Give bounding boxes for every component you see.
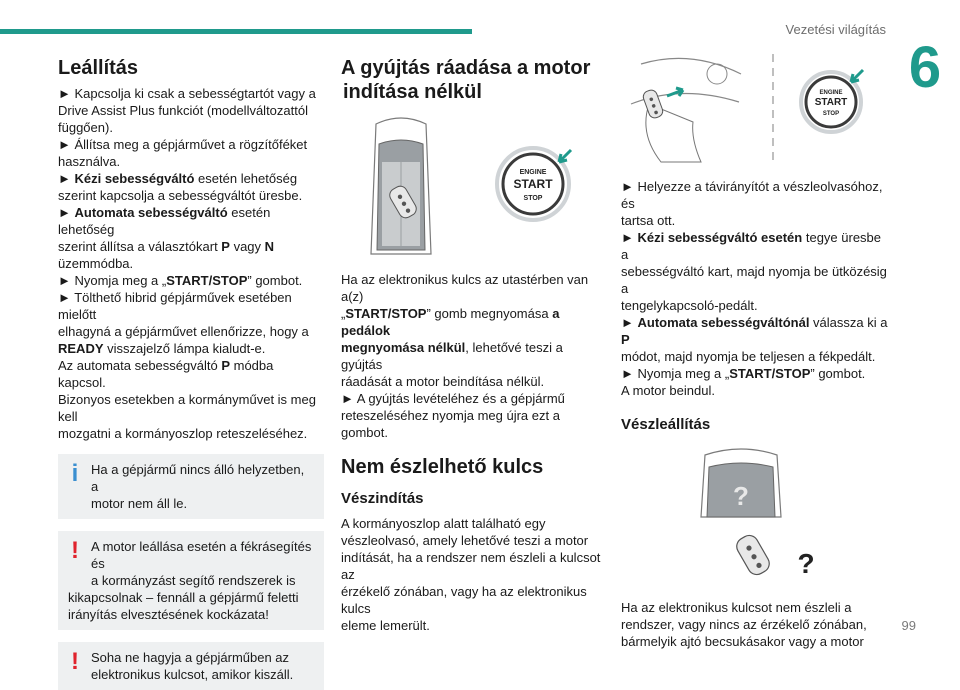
text-line: READY visszajelző lámpa kialudt-e. [58,341,266,356]
text-line: mozgatni a kormányoszlop reteszeléséhez. [58,426,308,441]
text-line: ► Állítsa meg a gépjárművet a rögzítőféket [58,137,308,152]
text-line: megnyomása nélkül, lehetővé teszi a gyújtás [341,340,563,372]
text-line: bármelyik ajtó becsukásakor vagy a motor [621,634,864,649]
svg-text:ENGINE: ENGINE [819,90,843,96]
text-line: ► Nyomja meg a „START/STOP” gombot. [621,366,866,381]
undetected-key-illustration [621,445,891,587]
text-line: használva. [58,154,121,169]
text-line: ► Helyezze a távirányítót a vészleolvasóhoz, és [621,179,883,211]
text-line: ► Tölthető hibrid gépjárművek esetében mielőtt [58,290,292,322]
text-line: ► Nyomja meg a „START/STOP” gombot. [58,273,303,288]
text-line: ► A gyújtás levételéhez és a gépjármű [341,391,565,406]
info-notice: i Ha a gépjármű nincs álló helyzetben, a motor nem áll le. [58,454,324,519]
text-line: ► Kézi sebességváltó esetén tegye üresbe a [621,230,882,262]
press-arrow-icon [851,70,863,82]
button-label-engine: ENGINE [519,169,547,176]
press-arrow-icon [559,150,571,162]
text-line: ► Kapcsolja ki csak a sebességtartót vagy a [58,86,316,101]
svg-text:START: START [814,97,848,108]
section-header-title: Vezetési világítás [785,22,886,37]
text-line: A kormányoszlop alatt található egy [341,516,546,531]
text-line: elhagyná a gépjárművet ellenőrizze, hogy a [58,324,309,339]
question-mark-icon: ? [797,548,815,579]
key-fob-icon [733,532,772,578]
text-line: A motor beindul. [621,383,715,398]
button-label-start: START [513,177,553,191]
car-key-illustration [341,114,603,259]
warning-icon: ! [71,537,79,564]
section-title-nem-eszlelheto: Nem észlelhető kulcs [341,456,544,478]
text-line: Ha az elektronikus kulcsot nem észleli a [621,600,852,615]
engine-start-button-icon [497,148,569,220]
section-title-leallitas: Leállítás [58,57,139,79]
text-line: Az automata sebességváltó P módba kapcsol. [58,358,274,390]
car-interior-illustration [341,114,603,259]
column-right [621,44,891,650]
text-line: Drive Assist Plus funkciót (modellváltozattól [58,103,308,118]
key-fob-icon [642,88,665,119]
text-line: ► Automata sebességváltónál válassza ki a P [621,315,888,347]
text-line: vészleolvasó, amely lehetővé teszi a motor [341,533,589,548]
text-line: ► Automata sebességváltó esetén lehetőség [58,205,271,237]
text-line: módot, majd nyomja be teljesen a fékpedált. [621,349,876,364]
text-line: ráadását a motor beindítása nélkül. [341,374,545,389]
page-number: 99 [901,618,916,633]
text-line: függően). [58,120,113,135]
svg-text:STOP: STOP [822,111,840,117]
column-left [58,56,324,690]
warning-icon: ! [71,648,79,675]
text-line: szerint állítsa a választókart P vagy N [58,239,275,254]
text-line: szerint kapcsolja a sebességváltót üresbe. [58,188,303,203]
warning-notice: ! Soha ne hagyja a gépjárműben az elektronikus kulcsot, amikor kiszáll. [58,642,324,690]
text-line: ► Kézi sebességváltó esetén lehetőség [58,171,298,186]
arrow-icon [667,88,683,96]
text-line: üzemmódba. [58,256,134,271]
column-middle [341,56,603,634]
header-accent-bar [0,29,472,34]
text-line: Ha az elektronikus kulcs az utastérben van a(z) [341,272,589,304]
section-title-gyujtas: A gyújtás ráadása a motor indítása nélkül [341,57,591,103]
button-label-stop: STOP [523,195,543,202]
text-line: tartsa ott. [621,213,676,228]
text-line: tengelykapcsoló-pedált. [621,298,758,313]
question-mark-icon: ? [733,481,749,511]
text-line: „START/STOP” gomb megnyomása a pedálok [341,306,560,338]
subsection-title-veszleallitas: Vészleállítás [621,416,711,433]
text-line: indítását, ha a rendszer nem észleli a kulcsot az [341,550,601,582]
chapter-number: 6 [908,35,942,100]
text-line: Bizonyos esetekben a kormányművet is meg kell [58,392,316,424]
info-icon: i [71,460,79,487]
text-line: érzékelő zónában, vagy ha az elektronikus kulcs [341,584,587,616]
emergency-reader-illustration [621,44,891,166]
warning-notice: ! A motor leállása esetén a fékrásegítés és a kormányzást segítő rendszerek is kikapcsolnak – fennáll a gépjármű feletti irányítás elvesztésének kockázata! [58,531,324,630]
text-line: eleme lemerült. [341,618,430,633]
text-line: rendszer, vagy nincs az érzékelő zónában, [621,617,867,632]
text-line: sebességváltó kart, majd nyomja be ütközésig a [621,264,887,296]
subsection-title-veszinditas: Vészindítás [341,490,424,507]
text-line: reteszeléséhez nyomja meg újra ezt a gombot. [341,408,560,440]
